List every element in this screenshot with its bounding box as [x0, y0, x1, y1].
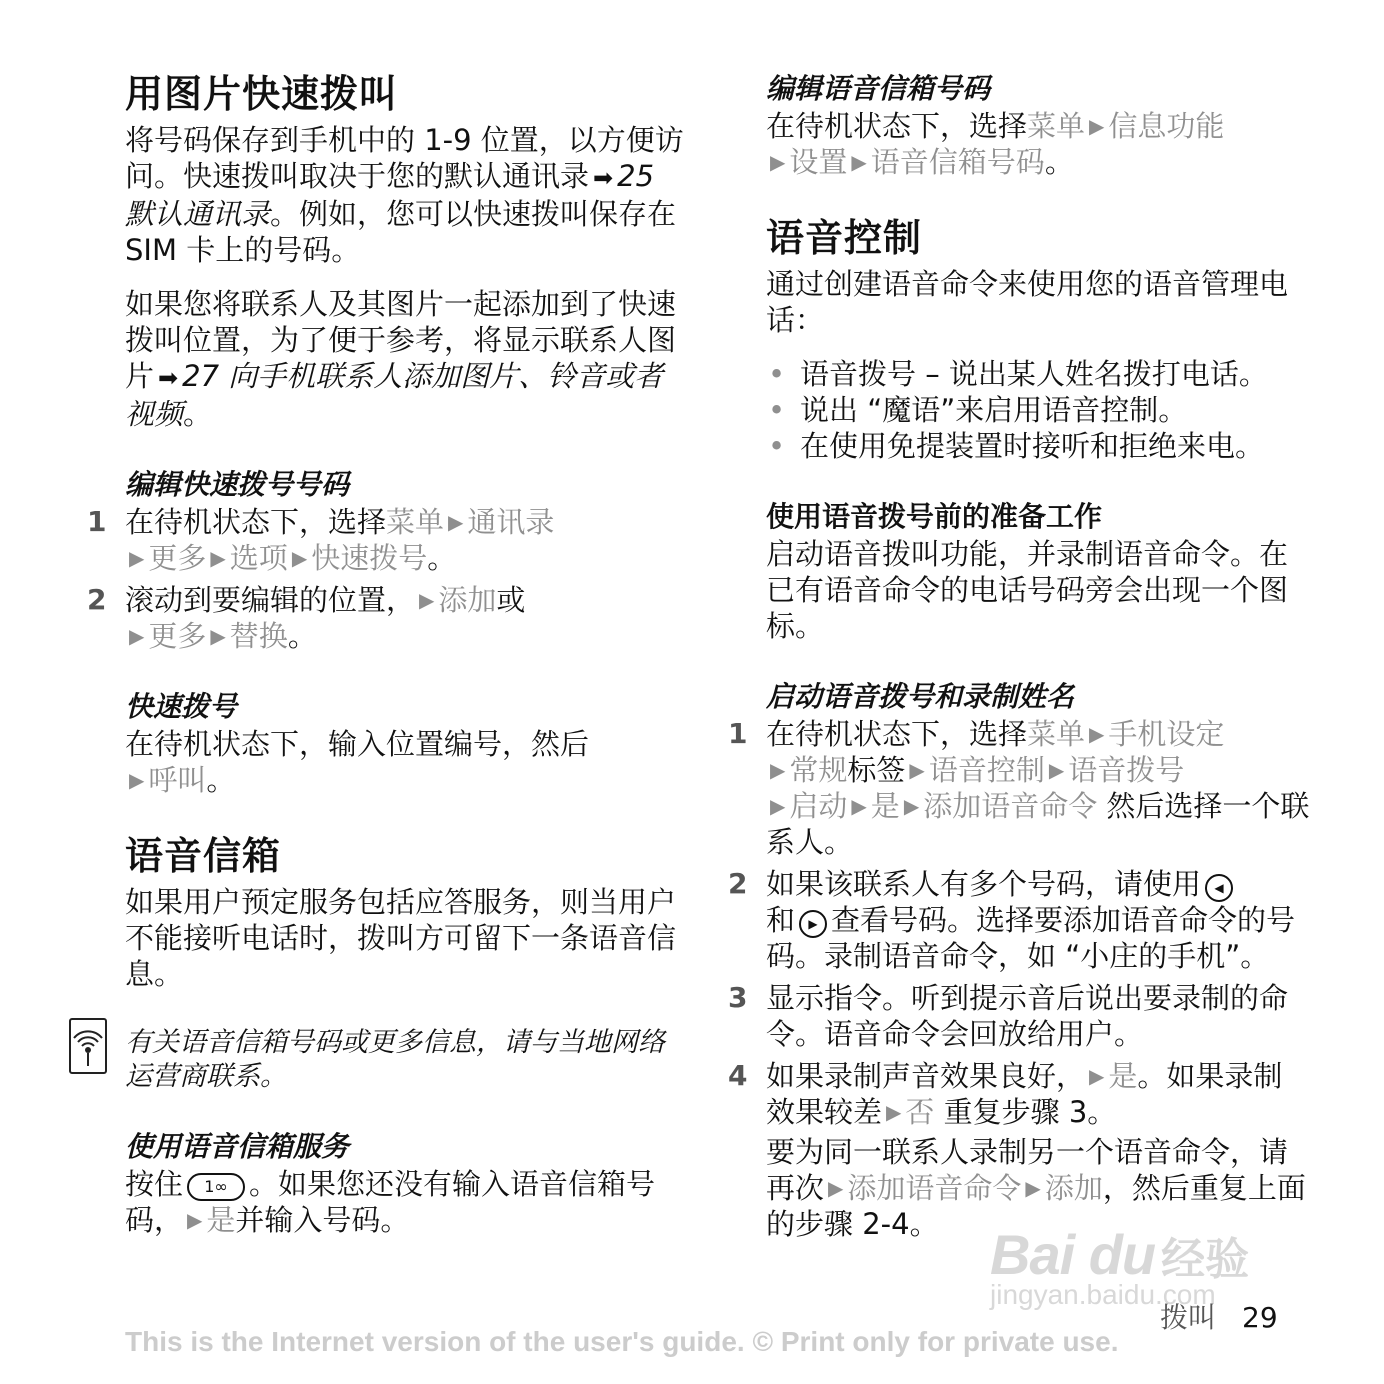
nav-right-key-icon: ▶ [799, 910, 827, 938]
menu-arrow-icon: ▶ [1089, 114, 1105, 138]
menu-item-phone-settings: 手机设定 [1108, 717, 1225, 751]
menu-item-activate: 启动 [789, 789, 848, 823]
step-1: 1 在待机状态下，选择菜单 ▶ 通讯录 ▶ 更多 ▶ 选项 ▶ 快速拨号。 [87, 505, 555, 575]
menu-arrow-icon: ▶ [828, 1176, 844, 1200]
menu-item-no: 否 [905, 1095, 935, 1129]
arrow-right-icon: ➡ [593, 164, 614, 192]
page-number-area [1160, 1296, 1278, 1336]
baidu-jingyan-watermark: Bai du 经验 jingyan.baidu.com [990, 1223, 1250, 1310]
menu-arrow-icon: ▶ [129, 546, 145, 570]
menu-item-menu: 菜单 [1027, 717, 1086, 751]
note-text: 有关语音信箱号码或更多信息，请与当地网络运营商联系。 [125, 1027, 665, 1092]
menu-item-yes: 是 [206, 1203, 236, 1237]
menu-item-general: 常规 [789, 753, 848, 787]
menu-item-options: 选项 [229, 541, 288, 575]
menu-item-voicemail-number: 语音信箱号码 [870, 145, 1045, 179]
list-item: • 语音拨号 – 说出某人姓名拨打电话。 [766, 356, 1311, 392]
page-number: 29 [1242, 1301, 1278, 1334]
menu-item-voice-control: 语音控制 [928, 753, 1045, 787]
section-title-speed-dial-pictures: 用图片快速拨叫 [125, 72, 399, 116]
menu-arrow-icon: ▶ [1089, 722, 1105, 746]
arrow-right-icon: ➡ [158, 364, 179, 392]
menu-arrow-icon: ▶ [419, 588, 435, 612]
menu-arrow-icon: ▶ [886, 1100, 902, 1124]
menu-arrow-icon: ▶ [851, 150, 867, 174]
step-2: 2 如果该联系人有多个号码，请使用 ◀ 和 ▶ 查看号码。选择要添加语音命令的号码。录制语音命令，如 “小庄的手机”。 [728, 867, 1296, 973]
step-number: 3 [728, 981, 748, 1014]
subsection-title-prep: 使用语音拨号前的准备工作 [766, 500, 1103, 533]
menu-item-add: 添加 [438, 583, 497, 617]
menu-item-add-voice-command: 添加语音命令 [847, 1171, 1022, 1205]
menu-arrow-icon: ▶ [851, 794, 867, 818]
note-box [125, 1026, 685, 1094]
step-4: 4 如果录制声音效果良好， ▶ 是。如果录制效果较差 ▶ 否 重复步骤 3。 要为同一联系人录制另一个语音命令，请再次 ▶ 添加语音命令 ▶ 添加，然后重复上面的步骤 2-4。 [766, 1058, 1311, 1242]
menu-item-add-voice-command: 添加语音命令 [923, 789, 1098, 823]
chapter-label: 拨叫 [1160, 1301, 1217, 1334]
menu-item-more: 更多 [148, 619, 207, 653]
paragraph-speed-dial-intro: 将号码保存到手机中的 1-9 位置，以方便访问。快速拨叫取决于您的默认通讯录 ➡ 25 默认通讯录。例如，您可以快速拨叫保存在 SIM 卡上的号码。 [125, 123, 684, 267]
step-number: 1 [87, 505, 107, 538]
menu-item-replace: 替换 [229, 619, 288, 653]
paragraph-edit-voicemail-number: 在待机状态下，选择菜单 ▶ 信息功能 ▶ 设置 ▶ 语音信箱号码。 [766, 109, 1225, 179]
subsection-title-start-voice-dial: 启动语音拨号和录制姓名 [766, 680, 1075, 713]
paragraph-contact-pictures: 如果您将联系人及其图片一起添加到了快速拨叫位置，为了便于参考，将显示联系人图片 ➡ 27 向手机联系人添加图片、铃音或者视频。 [125, 287, 677, 431]
menu-item-phonebook: 通讯录 [467, 505, 555, 539]
menu-arrow-icon: ▶ [291, 546, 308, 570]
list-item: • 说出 “魔语”来启用语音控制。 [766, 392, 1311, 428]
menu-arrow-icon: ▶ [1048, 758, 1065, 782]
menu-item-more: 更多 [148, 541, 207, 575]
step-number: 4 [728, 1059, 748, 1092]
subsection-title-use-voicemail: 使用语音信箱服务 [125, 1130, 350, 1163]
menu-arrow-icon: ▶ [129, 624, 145, 648]
menu-item-yes: 是 [1108, 1059, 1138, 1093]
menu-arrow-icon: ▶ [187, 1208, 203, 1232]
step-2: 2 滚动到要编辑的位置， ▶ 添加或 ▶ 更多 ▶ 替换。 [87, 583, 526, 653]
menu-item-speed-dial: 快速拨号 [311, 541, 428, 575]
paragraph-voicemail: 如果用户预定服务包括应答服务，则当用户不能接听电话时，拨叫方可留下一条语音信息。 [125, 885, 677, 991]
voicemail-key-icon: 1∞ [187, 1173, 245, 1201]
menu-item-voice-dial: 语音拨号 [1068, 753, 1185, 787]
step-number: 1 [728, 717, 748, 750]
right-column [728, 70, 1311, 1242]
subsection-title-speed-dial: 快速拨号 [125, 690, 238, 723]
paragraph-use-voicemail: 按住 1∞ 。如果您还没有输入语音信箱号码， ▶ 是并输入号码。 [125, 1167, 656, 1237]
menu-arrow-icon: ▶ [210, 546, 226, 570]
menu-arrow-icon: ▶ [210, 624, 226, 648]
menu-arrow-icon: ▶ [770, 758, 786, 782]
step-1: 1 在待机状态下，选择菜单 ▶ 手机设定 ▶ 常规标签 ▶ 语音控制 ▶ 语音拨号 ▶ 启动 ▶ 是 ▶ 添加语音命令 然后选择一个联系人。 [728, 717, 1310, 859]
step-3: 3 显示指令。听到提示音后说出要录制的命令。语音命令会回放给用户。 [728, 981, 1289, 1051]
list-item: • 在使用免提装置时接听和拒绝来电。 [766, 428, 1311, 464]
section-title-voice-control: 语音控制 [766, 216, 923, 260]
cross-reference-link[interactable]: 25 默认通讯录 [125, 159, 655, 231]
section-title-voicemail: 语音信箱 [125, 834, 282, 878]
menu-arrow-icon: ▶ [909, 758, 925, 782]
menu-arrow-icon: ▶ [770, 150, 786, 174]
subsection-title-edit-voicemail-number: 编辑语音信箱号码 [766, 72, 991, 105]
menu-item-add: 添加 [1044, 1171, 1103, 1205]
menu-arrow-icon: ▶ [448, 510, 464, 534]
step-number: 2 [728, 867, 748, 900]
menu-item-menu: 菜单 [386, 505, 445, 539]
network-info-icon [69, 1018, 107, 1074]
menu-arrow-icon: ▶ [770, 794, 786, 818]
paragraph-prep: 启动语音拨叫功能，并录制语音命令。在已有语音命令的电话号码旁会出现一个图标。 [766, 537, 1289, 643]
paragraph-speed-dial: 在待机状态下，输入位置编号，然后 ▶ 呼叫。 [125, 727, 590, 797]
menu-arrow-icon: ▶ [1089, 1064, 1105, 1088]
voice-control-list [766, 356, 1311, 464]
paragraph-record-another: 要为同一联系人录制另一个语音命令，请再次 ▶ 添加语音命令 ▶ 添加，然后重复上面的步骤 2-4。 [766, 1135, 1306, 1241]
left-column [87, 70, 685, 1238]
menu-item-yes: 是 [870, 789, 900, 823]
subsection-title-edit-speed-dial: 编辑快速拨号号码 [125, 468, 350, 501]
footer-disclaimer: This is the Internet version of the user's guide. © Print only for private use. [125, 1326, 1119, 1357]
menu-arrow-icon: ▶ [129, 768, 145, 792]
paragraph-voice-control: 通过创建语音命令来使用您的语音管理电话： [766, 267, 1289, 337]
nav-left-key-icon: ◀ [1205, 874, 1233, 902]
menu-item-settings: 设置 [789, 145, 848, 179]
cross-reference-link[interactable]: 27 向手机联系人添加图片、铃音或者视频 [125, 359, 664, 431]
step-number: 2 [87, 583, 107, 616]
menu-item-menu: 菜单 [1027, 109, 1086, 143]
menu-arrow-icon: ▶ [903, 794, 920, 818]
menu-item-messaging: 信息功能 [1108, 109, 1225, 143]
menu-arrow-icon: ▶ [1025, 1176, 1041, 1200]
menu-item-call: 呼叫 [148, 763, 207, 797]
